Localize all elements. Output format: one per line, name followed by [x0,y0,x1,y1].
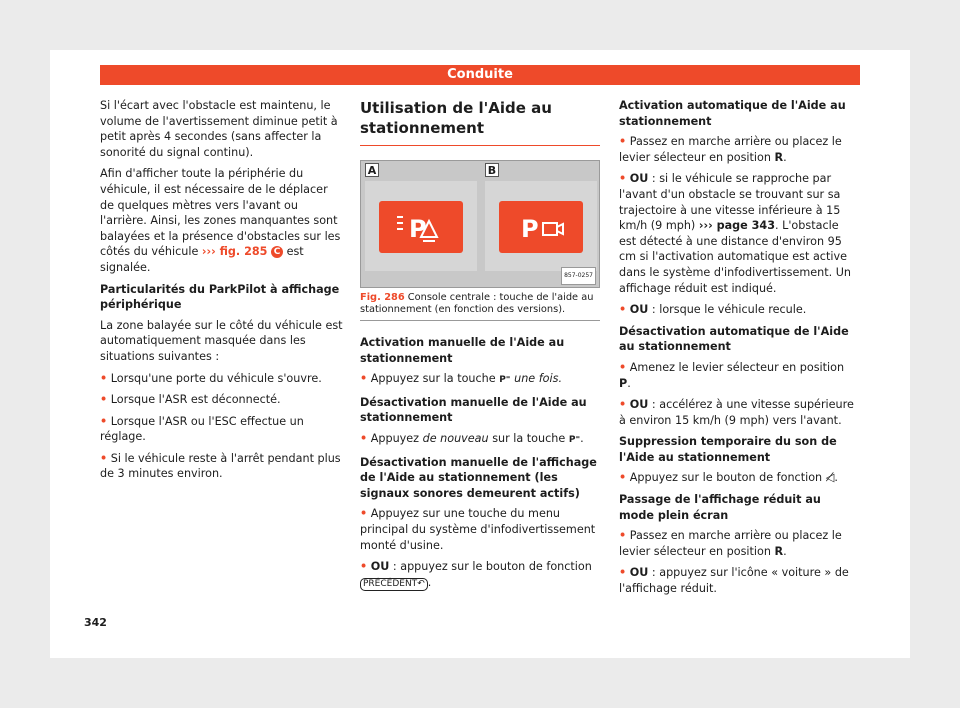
bullet-icon: • [619,303,627,317]
list-item-text: une fois. [514,372,563,386]
list-item-text: : appuyez sur l'icône « voiture » de l'affichage réduit. [619,566,849,596]
list-item-text: Lorsque l'ASR ou l'ESC effectue un réglage. [100,414,304,444]
list-item-text: Amenez le levier sélecteur en position [629,360,845,374]
list-item-text: Appuyez [370,431,420,445]
figure-label-b: B [485,163,499,177]
back-arrow-icon: ↶ [417,578,425,589]
bullet-icon: • [619,360,627,374]
list-item: • OU : appuyez sur le bouton de fonction PRÉCÉDENT↶ . [360,560,592,589]
paragraph-text: est signalée. [100,245,304,274]
list-item-text: Appuyez sur une touche du menu principal du système d'infodivertissement monté d'usine. [360,507,596,552]
list-item [100,451,344,482]
list-item-text: : appuyez sur le bouton de fonction [392,560,592,574]
gear-position: R [774,544,784,558]
bullet-icon: • [619,135,627,149]
parking-button-a [379,201,463,253]
page-number: 342 [84,616,107,629]
console-panel-b [485,181,597,271]
figure-code: 857-0257 [561,267,596,285]
bullet-icon: • [619,172,627,186]
list-item-text: : accélérez à une vitesse supérieure à environ 15 km/h (9 mph) vers l'avant. [619,398,854,427]
or-label: OU [370,560,390,574]
list-item: • Amenez le levier sélecteur en position P. [619,360,845,390]
list-item [619,565,859,596]
bullet-icon: • [360,372,368,386]
list-item-emphasis: de nouveau [422,431,489,445]
figure-tag: Fig. 286 [360,292,405,303]
figure-label-a: A [365,163,379,177]
bullet-icon: • [360,431,368,445]
page-reference-link[interactable]: ››› page 343 [698,219,775,233]
bullet-icon: • [619,398,627,412]
figure-image [360,160,600,288]
subheading: Activation automatique de l'Aide au stationnement [619,99,846,128]
list-item-text: : lorsque le véhicule recule. [651,303,807,317]
svg-text:P: P [409,215,427,243]
subheading: Activation manuelle de l'Aide au stationnement [360,336,565,365]
list-item [100,392,344,408]
or-label: OU [629,303,649,317]
column-middle [360,98,600,597]
figure-callout-letter: C [271,246,283,258]
list-item [360,506,600,553]
section-title: Utilisation de l'Aide au stationnement [360,98,600,146]
parking-sensor-icon: P⁼ [568,434,581,445]
parking-camera-icon [499,201,583,253]
paragraph: Si l'écart avec l'obstacle est maintenu, le volume de l'avertissement diminue petit à petit après 4 secondes (sans affecter la sonorité du signal continu). [100,99,338,159]
list-item [100,414,344,445]
parking-sensor-icon: P⁼ [499,375,511,386]
list-item-text: sur la touche [492,431,566,445]
list-item: • Appuyez de nouveau sur la touche P⁼. [360,431,584,445]
list-item-text: Lorsque l'ASR est déconnecté. [110,393,281,407]
parking-sensor-icon [379,201,463,253]
chapter-header: Conduite [100,65,860,85]
or-label: OU [629,566,649,580]
list-item-text: : si le véhicule se rapproche par l'avant d'un obstacle se trouvant sur sa trajectoire à une vitesse inférieure à 15 km/h (9 mph) [619,172,841,233]
bullet-icon: • [619,529,627,543]
bullet-icon: • [100,414,108,428]
bullet-icon: • [360,560,368,574]
svg-text:P: P [521,215,539,243]
subheading: Désactivation manuelle de l'affichage de l'Aide au stationnement (les signaux sonores demeurent actifs) [360,455,597,500]
gear-position: R [774,150,784,164]
column-left [100,98,344,488]
list-item-text: . L'obstacle est détecté à une distance d'environ 95 cm si l'activation automatique est active dans le système d'infodivertissement. Un affichage réduit est indiqué. [619,219,852,295]
column-right [619,98,859,603]
list-item [619,171,859,296]
console-panel-a [365,181,477,271]
paragraph: La zone balayée sur le côté du véhicule est automatiquement masquée dans les situations suivantes : [100,318,343,363]
list-item: • Appuyez sur le bouton de fonction ◁̸. [619,471,838,485]
gear-position: P [619,376,628,390]
list-item [100,371,344,387]
figure-reference-link[interactable]: ››› fig. 285 [201,245,268,259]
bullet-icon: • [100,451,108,465]
list-item-text: Passez en marche arrière ou placez le levier sélecteur en position [619,529,842,558]
bullet-icon: • [100,371,108,385]
list-item-text: Appuyez sur la touche [370,372,496,386]
subheading: Désactivation automatique de l'Aide au stationnement [619,324,849,354]
or-label: OU [629,398,649,412]
figure-caption [360,288,600,321]
list-item-text: Appuyez sur le bouton de fonction [629,471,823,485]
caption-text: Console centrale : touche de l'aide au stationnement (en fonction des versions). [360,292,594,315]
list-item [360,371,600,389]
list-item [619,397,859,428]
back-button-label: PRÉCÉDENT [363,578,418,589]
subheading: Désactivation manuelle de l'Aide au stationnement [360,395,587,425]
paragraph-text: Afin d'afficher toute la périphérie du véhicule, il est nécessaire de le déplacer de quelques mètres vers l'avant ou l'arrière. Ainsi, les zones manquantes sont balayées et la présence d'obstacles sur les côtés du véhicule [100,167,341,259]
list-item: • Passez en marche arrière ou placez le levier sélecteur en position R. [619,529,842,558]
subheading: Passage de l'affichage réduit au mode plein écran [619,493,821,522]
list-item-text: Lorsqu'une porte du véhicule s'ouvre. [110,371,322,385]
back-function-button [360,578,428,591]
bullet-icon: • [619,471,627,485]
subheading: Particularités du ParkPilot à affichage périphérique [100,282,340,312]
paragraph [100,166,344,275]
mute-speaker-icon: ◁̸ [825,471,835,485]
bullet-icon: • [360,507,368,521]
list-item-text: Passez en marche arrière ou placez le levier sélecteur en position [619,135,842,164]
parking-button-b [499,201,583,253]
list-item: • Passez en marche arrière ou placez le levier sélecteur en position R. [619,135,842,164]
bullet-icon: • [100,393,108,407]
list-item-text: Si le véhicule reste à l'arrêt pendant plus de 3 minutes environ. [100,451,341,481]
or-label: OU [629,172,649,186]
bullet-icon: • [619,566,627,580]
subheading: Suppression temporaire du son de l'Aide au stationnement [619,435,837,464]
list-item [619,302,859,318]
